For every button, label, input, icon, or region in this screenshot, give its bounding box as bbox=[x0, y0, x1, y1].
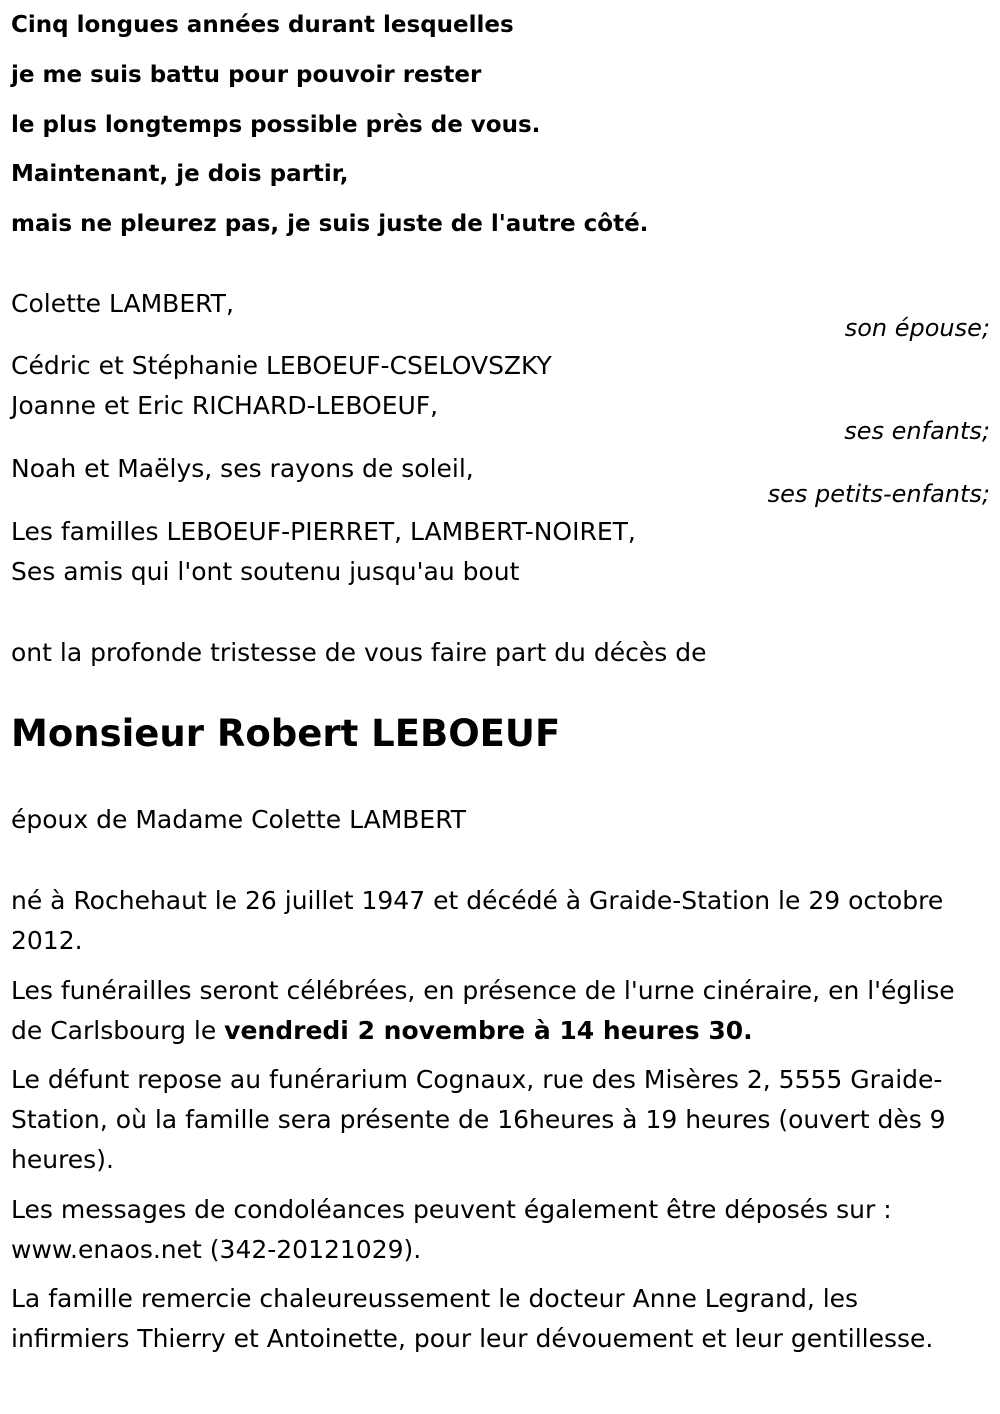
poem-line-2: je me suis battu pour pouvoir rester bbox=[11, 62, 482, 88]
child-2: Joanne et Eric RICHARD-LEBOEUF, bbox=[11, 391, 439, 420]
spouse-role: son épouse; bbox=[844, 314, 990, 342]
poem-line-5: mais ne pleurez pas, je suis juste de l'autre côté. bbox=[11, 211, 649, 237]
poem-line-3: le plus longtemps possible près de vous. bbox=[11, 112, 541, 138]
spouse-of: époux de Madame Colette LAMBERT bbox=[11, 805, 467, 834]
funeral-paragraph bbox=[11, 971, 971, 1051]
rest-paragraph: Le défunt repose au funérarium Cognaux, rue des Misères 2, 5555 Graide-Station, où la famille sera présente de 16heures à 19 heures (ouvert dès 9 heures). bbox=[11, 1065, 946, 1174]
deceased-name: Monsieur Robert LEBOEUF bbox=[11, 712, 561, 755]
condolences-paragraph: Les messages de condoléances peuvent également être déposés sur : www.enaos.net (342-20121029). bbox=[11, 1195, 892, 1264]
grandchildren-role: ses petits-enfants; bbox=[767, 480, 990, 508]
funeral-text: Les funérailles seront célébrées, en présence de l'urne cinéraire, en l'église de Carlsbourg le bbox=[11, 976, 955, 1045]
spouse-name: Colette LAMBERT, bbox=[11, 289, 234, 318]
friends-line: Ses amis qui l'ont soutenu jusqu'au bout bbox=[11, 557, 520, 586]
families-line: Les familles LEBOEUF-PIERRET, LAMBERT-NOIRET, bbox=[11, 517, 636, 546]
children-role: ses enfants; bbox=[844, 417, 990, 445]
funeral-date: vendredi 2 novembre à 14 heures 30. bbox=[224, 1016, 753, 1045]
announcement: ont la profonde tristesse de vous faire part du décès de bbox=[11, 638, 707, 667]
birth-death-paragraph: né à Rochehaut le 26 juillet 1947 et décédé à Graide-Station le 29 octobre 2012. bbox=[11, 886, 944, 955]
poem-line-1: Cinq longues années durant lesquelles bbox=[11, 12, 514, 38]
thanks-paragraph: La famille remercie chaleureussement le docteur Anne Legrand, les infirmiers Thierry et Antoinette, pour leur dévouement et leur gentillesse. bbox=[11, 1284, 934, 1353]
child-1: Cédric et Stéphanie LEBOEUF-CSELOVSZKY bbox=[11, 351, 552, 380]
poem-line-4: Maintenant, je dois partir, bbox=[11, 161, 349, 187]
grandchildren: Noah et Maëlys, ses rayons de soleil, bbox=[11, 454, 474, 483]
